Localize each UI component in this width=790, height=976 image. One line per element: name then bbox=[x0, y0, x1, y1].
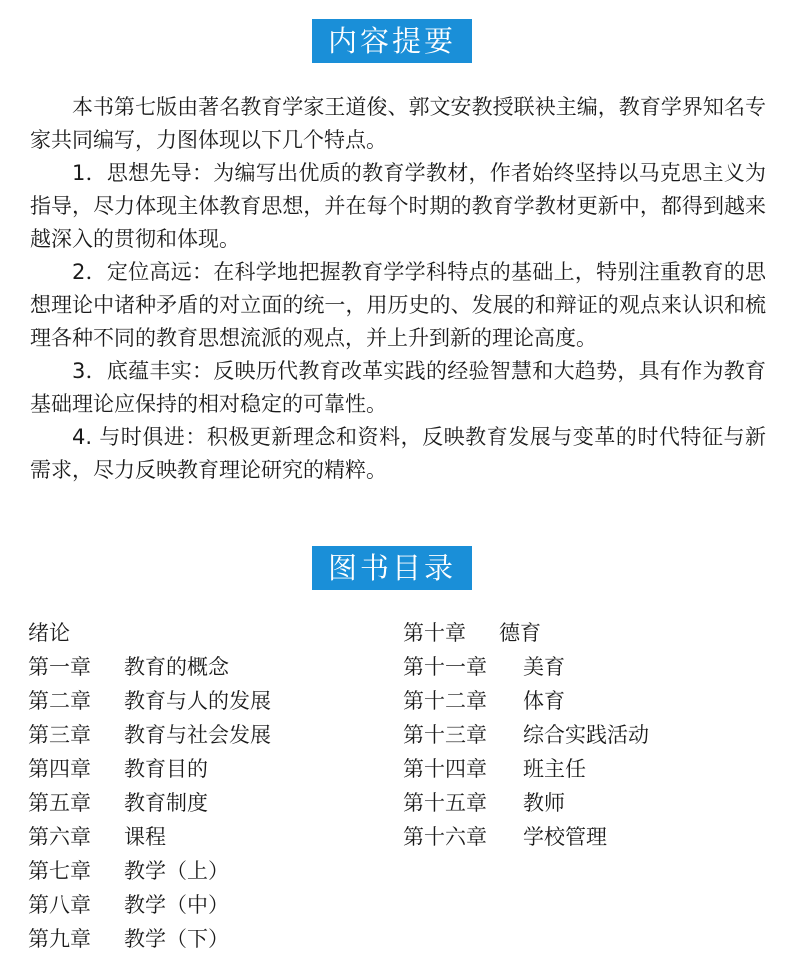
summary-paragraph: 3．底蕴丰实：反映历代教育改革实践的经验智慧和大趋势，具有作为教育基础理论应保持的相对稳定的可靠性。 bbox=[30, 359, 766, 416]
toc-chapter-number: 第十章 bbox=[403, 621, 466, 645]
toc-left-column bbox=[28, 616, 388, 956]
toc-chapter-number: 第一章 bbox=[28, 655, 91, 679]
summary-paragraph: 4. 与时俱进：积极更新理念和资料，反映教育发展与变革的时代特征与新需求，尽力反映教育理论研究的精粹。 bbox=[30, 425, 766, 482]
toc-chapter-number: 第十二章 bbox=[403, 689, 487, 713]
toc-chapter-number: 第五章 bbox=[28, 791, 91, 815]
summary-paragraph: 2．定位高远：在科学地把握教育学学科特点的基础上，特别注重教育的思想理论中诸种矛盾的对立面的统一，用历史的、发展的和辩证的观点来认识和梳理各种不同的教育思想流派的观点，并上升到新的理论高度。 bbox=[30, 260, 766, 350]
toc-chapter-title: 教育与人的发展 bbox=[124, 689, 271, 713]
toc-entry bbox=[28, 820, 388, 854]
summary-text-block bbox=[30, 91, 766, 487]
toc-entry bbox=[28, 752, 388, 786]
toc-entry bbox=[403, 684, 773, 718]
toc-chapter-title: 美育 bbox=[523, 655, 565, 679]
toc-chapter-number: 第十三章 bbox=[403, 723, 487, 747]
toc-chapter-number: 第九章 bbox=[28, 927, 91, 951]
toc-chapter-title: 教学（中） bbox=[124, 893, 229, 917]
toc-chapter-number: 第七章 bbox=[28, 859, 91, 883]
toc-chapter-number: 第六章 bbox=[28, 825, 91, 849]
toc-chapter-number: 第三章 bbox=[28, 723, 91, 747]
summary-heading-badge: 内容提要 bbox=[312, 19, 472, 63]
toc-entry bbox=[403, 616, 773, 650]
toc-chapter-title: 教育与社会发展 bbox=[124, 723, 271, 747]
toc-entry bbox=[403, 752, 773, 786]
toc-entry bbox=[28, 684, 388, 718]
toc-entry bbox=[28, 888, 388, 922]
toc-chapter-number: 绪论 bbox=[28, 621, 70, 645]
toc-entry bbox=[28, 718, 388, 752]
toc-chapter-title: 班主任 bbox=[523, 757, 586, 781]
toc-chapter-number: 第四章 bbox=[28, 757, 91, 781]
toc-chapter-title: 教学（下） bbox=[124, 927, 229, 951]
toc-chapter-number: 第二章 bbox=[28, 689, 91, 713]
toc-entry bbox=[28, 650, 388, 684]
summary-paragraph: 本书第七版由著名教育学家王道俊、郭文安教授联袂主编，教育学界知名专家共同编写，力图体现以下几个特点。 bbox=[30, 95, 766, 152]
toc-chapter-title: 学校管理 bbox=[523, 825, 607, 849]
toc-chapter-title: 体育 bbox=[523, 689, 565, 713]
toc-chapter-number: 第十四章 bbox=[403, 757, 487, 781]
toc-entry bbox=[403, 650, 773, 684]
toc-chapter-title: 教学（上） bbox=[124, 859, 229, 883]
toc-entry bbox=[28, 616, 388, 650]
toc-chapter-number: 第十五章 bbox=[403, 791, 487, 815]
toc-chapter-title: 教育目的 bbox=[124, 757, 208, 781]
toc-chapter-number: 第八章 bbox=[28, 893, 91, 917]
toc-entry bbox=[403, 718, 773, 752]
toc-entry bbox=[403, 786, 773, 820]
toc-heading-badge: 图书目录 bbox=[312, 546, 472, 590]
toc-chapter-title: 综合实践活动 bbox=[523, 723, 649, 747]
summary-paragraph: 1．思想先导：为编写出优质的教育学教材，作者始终坚持以马克思主义为指导，尽力体现主体教育思想，并在每个时期的教育学教材更新中，都得到越来越深入的贯彻和体现。 bbox=[30, 161, 766, 251]
toc-chapter-title: 课程 bbox=[124, 825, 166, 849]
toc-entry bbox=[28, 854, 388, 888]
toc-entry bbox=[28, 922, 388, 956]
toc-chapter-title: 教育制度 bbox=[124, 791, 208, 815]
toc-chapter-number: 第十一章 bbox=[403, 655, 487, 679]
toc-chapter-title: 德育 bbox=[499, 621, 541, 645]
toc-right-column bbox=[403, 616, 773, 854]
toc-chapter-title: 教师 bbox=[523, 791, 565, 815]
toc-entry bbox=[403, 820, 773, 854]
toc-chapter-title: 教育的概念 bbox=[124, 655, 229, 679]
toc-chapter-number: 第十六章 bbox=[403, 825, 487, 849]
toc-entry bbox=[28, 786, 388, 820]
